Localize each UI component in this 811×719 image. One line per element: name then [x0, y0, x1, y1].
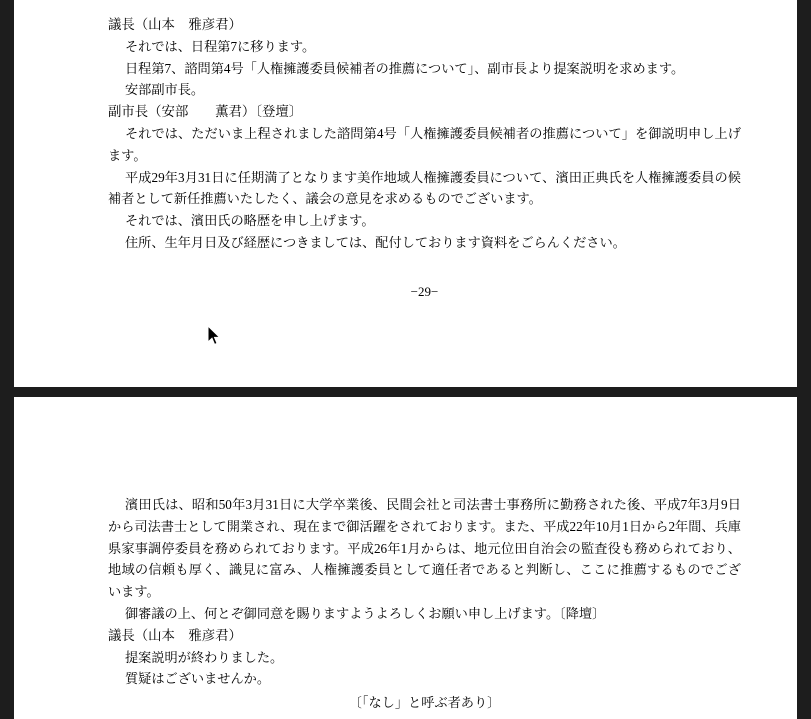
paragraph: それでは、日程第7に移ります。 [125, 38, 316, 54]
paragraph: それでは、濱田氏の略歴を申し上げます。 [125, 213, 375, 229]
paragraph: 提案説明が終わりました。 [125, 649, 284, 665]
document-page-1 [14, 0, 797, 387]
stage-direction: 〔「なし」と呼ぶ者あり〕 [348, 695, 501, 711]
speaker-heading: 議長（山本 雅彦君） [108, 627, 242, 643]
paragraph: 日程第7、諮問第4号「人権擁護委員候補者の推薦について」、副市長より提案説明を求めます。 [125, 60, 685, 76]
page-separator [0, 387, 811, 397]
page-number: −29− [410, 283, 439, 299]
document-page-2 [14, 397, 797, 719]
paragraph: それでは、ただいま上程されました諮問第4号「人権擁護委員候補者の推薦について」を御説明申し上げます。 [108, 125, 741, 163]
paragraph: 御審議の上、何とぞ御同意を賜りますようよろしくお願い申し上げます。〔降壇〕 [125, 605, 606, 621]
paragraph: 質疑はございませんか。 [125, 671, 271, 687]
paragraph: 平成29年3月31日に任期満了となります美作地域人権擁護委員について、濱田正典氏を人権擁護委員の候補者として新任推薦いたしたく、議会の意見を求めるものでございます。 [108, 169, 741, 207]
speaker-heading: 副市長（安部 薫君）〔登壇〕 [108, 104, 303, 120]
paragraph: 濱田氏は、昭和50年3月31日に大学卒業後、民間会社と司法書士事務所に勤務された後、平成7年3月9日から司法書士として開業され、現在まで御活躍をされております。また、平成22年10月1日から2年間、兵庫県家事調停委員を務められております。平成26年1月からは、地元位田自治会の監査役も務められており、地域の信頼も厚く、識見に富み、人権擁護委員として適任者であると判断し、ここに推薦するものでございます。 [108, 497, 741, 600]
page-top-margin [108, 397, 741, 494]
paragraph: 住所、生年月日及び経歴につきましては、配付しております資料をごらんください。 [125, 234, 626, 250]
paragraph: 安部副市長。 [125, 82, 205, 98]
speaker-heading: 議長（山本 雅彦君） [108, 17, 242, 32]
